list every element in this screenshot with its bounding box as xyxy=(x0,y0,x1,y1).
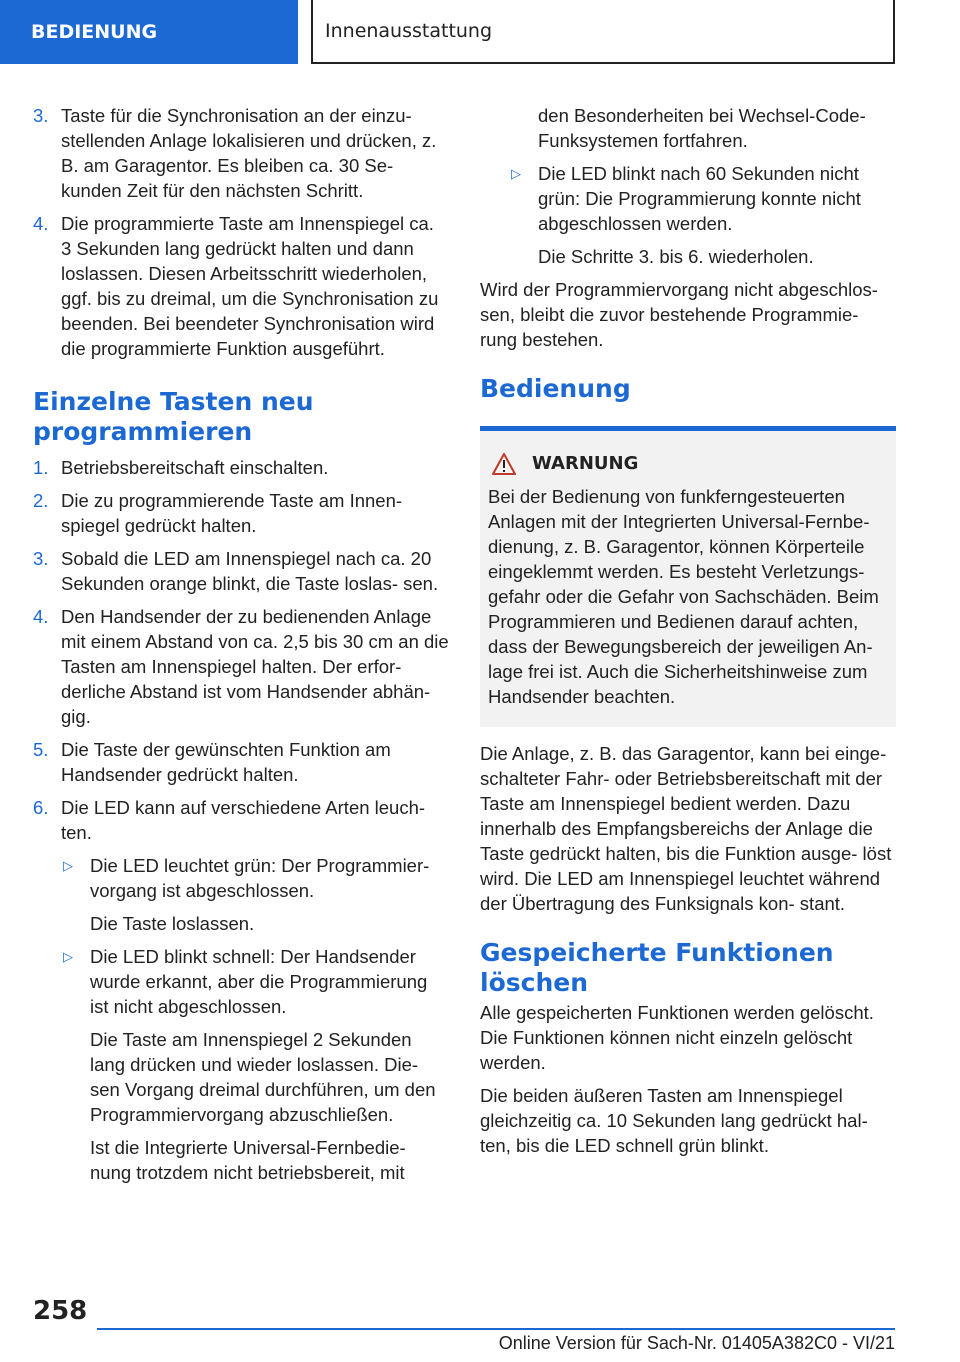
list-item: 4. Die programmierte Taste am Innenspiegel ca. 3 Sekunden lang gedrückt halten und dann loslassen. Diesen Arbeitsschritt wiederholen, ggf. bis zu dreimal, um die Synchronisation zu beenden. Bei beendeter Synchronisation wird die programmierte Funktion ausgeführt. xyxy=(33,213,439,359)
sub-item-follow: den Besonderheiten bei Wechsel-Code- Funksystemen fortfahren. xyxy=(538,105,866,151)
list-item: 4. Den Handsender der zu bedienenden Anlage mit einem Abstand von ca. 2,5 bis 30 cm an die Tasten am Innenspiegel halten. Der erfor- derliche Abstand ist vom Handsender abhän- gig. xyxy=(33,606,449,727)
list-item: 3. Taste für die Synchronisation an der einzu- stellenden Anlage lokalisieren und drücken, z. B. am Garagentor. Es bleiben ca. 30 Se- kunden Zeit für den nächsten Schritt. xyxy=(33,105,437,201)
sub-item: ▷ Die LED blinkt schnell: Der Handsender wurde erkannt, aber die Programmierung ist nicht abgeschlossen. xyxy=(63,946,428,1017)
heading-reprogram: Einzelne Tasten neu programmieren xyxy=(33,387,314,446)
triangle-right-icon: ▷ xyxy=(63,858,73,873)
footer-divider xyxy=(97,1328,895,1330)
sub-item-follow: Die Taste am Innenspiegel 2 Sekunden lang drücken und wieder loslassen. Die- sen Vorgang dreimal durchführen, um den Programmiervorgang abzuschließen. xyxy=(90,1029,436,1125)
right-column xyxy=(480,103,896,1166)
list-item: 5. Die Taste der gewünschten Funktion am Handsender gedrückt halten. xyxy=(33,739,391,785)
warning-triangle-icon xyxy=(492,453,516,475)
sub-item-follow: Ist die Integrierte Universal-Fernbedie- nung trotzdem nicht betriebsbereit, mit xyxy=(90,1137,406,1183)
footer-text: Online Version für Sach-Nr. 01405A382C0 - VI/21 xyxy=(498,1333,895,1353)
warning-text: Bei der Bedienung von funkferngesteuerten Anlagen mit der Integrierten Universal-Fernbe- dienung, z. B. Garagentor, können Körperteile eingeklemmt werden. Es besteht Verletzungs- gefahr oder die Gefahr von Sachschäden. Beim Programmieren und Bedienen darauf achten, dass der Bewegungsbereich der jeweiligen An- lage frei ist. Auch die Sicherheitshinweise zum Handsender beachten. xyxy=(488,486,879,707)
list-item: 1. Betriebsbereitschaft einschalten. xyxy=(33,457,329,478)
list-item: 2. Die zu programmierende Taste am Innen- spiegel gedrückt halten. xyxy=(33,490,403,536)
section-tab: BEDIENUNG xyxy=(0,0,298,64)
sub-item: ▷ Die LED blinkt nach 60 Sekunden nicht grün: Die Programmierung konnte nicht abgeschlossen werden. xyxy=(511,163,861,234)
paragraph: Die beiden äußeren Tasten am Innenspiegel gleichzeitig ca. 10 Sekunden lang gedrückt hal- ten, bis die LED schnell grün blinkt. xyxy=(480,1085,868,1156)
chapter-title: Innenausstattung xyxy=(311,0,895,64)
triangle-right-icon: ▷ xyxy=(511,166,521,181)
warning-box xyxy=(480,426,896,727)
heading-bedienung: Bedienung xyxy=(480,374,631,403)
list-item: 3. Sobald die LED am Innenspiegel nach ca. 20 Sekunden orange blinkt, die Taste loslas- sen. xyxy=(33,548,439,594)
heading-loeschen: Gespeicherte Funktionen löschen xyxy=(480,938,834,997)
page-number: 258 xyxy=(33,1296,88,1326)
paragraph: Alle gespeicherten Funktionen werden gelöscht. Die Funktionen können nicht einzeln gelöscht werden. xyxy=(480,1002,874,1073)
triangle-right-icon: ▷ xyxy=(63,949,73,964)
left-column xyxy=(33,103,449,1193)
sub-item-follow: Die Schritte 3. bis 6. wiederholen. xyxy=(538,246,814,267)
paragraph: Wird der Programmiervorgang nicht abgeschlos- sen, bleibt die zuvor bestehende Programmie- rung bestehen. xyxy=(480,279,878,350)
sub-item-follow: Die Taste loslassen. xyxy=(90,913,255,934)
warning-title: WARNUNG xyxy=(532,453,639,474)
sub-item: ▷ Die LED leuchtet grün: Der Programmier- vorgang ist abgeschlossen. xyxy=(63,855,430,901)
paragraph: Die Anlage, z. B. das Garagentor, kann bei einge- schalteter Fahr- oder Betriebsbereitschaft mit der Taste am Innenspiegel bedient werden. Dazu innerhalb des Empfangsbereichs der Anlage die Taste gedrückt halten, bis die Funktion ausge- löst wird. Die LED am Innenspiegel leuchtet während der Übertragung des Funksignals kon- stant. xyxy=(480,743,892,914)
warning-header xyxy=(488,451,888,476)
list-item: 6. Die LED kann auf verschiedene Arten leuch- ten. ▷ Die LED leuchtet grün: Der Programmier- vorgang ist abgeschlossen. Die Taste loslassen. ▷ Die LED blinkt schnell: Der Handsender wurde erkannt, aber die Programmierung ist nicht abgeschlossen. Die Taste am Innenspiegel 2 Sekunden lang drücken und wieder loslassen. Die- sen Vorgang dreimal durchführen, um den Programmiervorgang abzuschließen. Ist die Integrierte Universal-Fernbedie- nung trotzdem nicht betriebsbereit, mit xyxy=(33,795,449,1185)
